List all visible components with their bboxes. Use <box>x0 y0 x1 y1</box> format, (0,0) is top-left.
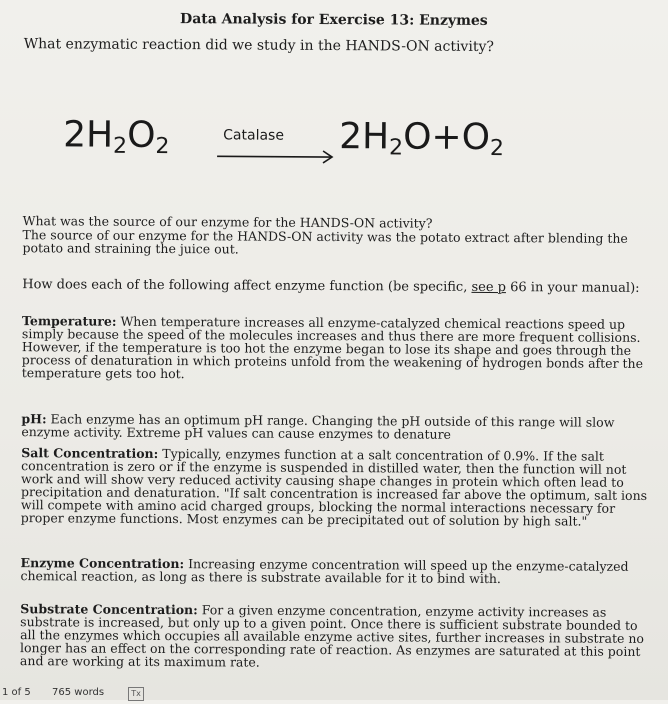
question-3: How does each of the following affect enzyme function (be specific, see p 66 in your manual): <box>22 277 640 296</box>
catalyst-label: Catalase <box>223 127 285 144</box>
enzyme-concentration-label: Enzyme Concentration: <box>20 555 185 572</box>
products: $2H_2O+O_2$ <box>339 116 505 162</box>
temperature-label: Temperature: <box>21 313 117 329</box>
page-count[interactable]: 1 of 5 <box>2 687 31 698</box>
salt-paragraph: Salt Concentration: Typically, enzymes function at a salt concentration of 0.9%. If the salt concentration is zero or if the enzyme is suspended in distilled water, then the function will not work and will show very reduced activity causing shape changes in protein which often lead to precipitation and denaturation. "If salt concentration is increased far above the optimum, salt ions will compete with amino acid charged groups, blocking the normal interactions necessary for proper enzyme functions. Most enzymes can be precipitated out of solution by high salt." <box>20 445 648 529</box>
answer-2: The source of our enzyme for the HANDS-ON activity was the potato extract after blending the potato and straining the juice out. <box>22 227 628 257</box>
substrate-concentration-label: Substrate Concentration: <box>20 601 198 618</box>
substrate-concentration-paragraph: Substrate Concentration: For a given enzyme concentration, enzyme activity increases as substrate is increased, but only up to a given point. Once there is sufficient substrate bounded to all the enzymes which occupies all available enzyme active sites, further increases in substrate no longer has an effect on the corresponding rate of reaction. As enzymes are saturated at this point and are working at its maximum rate. <box>19 601 645 670</box>
status-bar <box>0 686 200 700</box>
manual-reference: see p <box>471 279 507 296</box>
ph-paragraph: pH: Each enzyme has an optimum pH range. Changing the pH outside of this range will slow enzyme activity. Extreme pH values can cause enzymes to denature <box>21 411 615 442</box>
ph-label: pH: <box>21 411 47 427</box>
reaction-arrow <box>217 149 335 164</box>
salt-label: Salt Concentration: <box>21 445 159 461</box>
temperature-paragraph: Temperature: When temperature increases all enzyme-catalyzed chemical reactions speed up simply because the speed of the molecules increases and thus there are more frequent collisions. However, if the temperature is too hot the enzyme began to lose its shape and goes through the process of denaturation in which proteins unfold from the weakening of hydrogen bonds after the temperature gets too hot. <box>21 313 644 382</box>
reactant: $2H_2O_2$ <box>63 114 170 160</box>
question-1: What enzymatic reaction did we study in the HANDS-ON activity? <box>23 36 494 56</box>
question-2: What was the source of our enzyme for the HANDS-ON activity? <box>22 213 433 231</box>
enzyme-concentration-paragraph: Enzyme Concentration: Increasing enzyme concentration will speed up the enzyme-catalyzed chemical reaction, as long as there is substrate available for it to bind with. <box>20 555 629 587</box>
document-title: Data Analysis for Exercise 13: Enzymes <box>180 11 488 29</box>
clear-formatting-icon[interactable]: Tx <box>128 687 144 701</box>
word-count[interactable]: 765 words <box>52 687 105 698</box>
reaction-equation <box>63 114 623 177</box>
